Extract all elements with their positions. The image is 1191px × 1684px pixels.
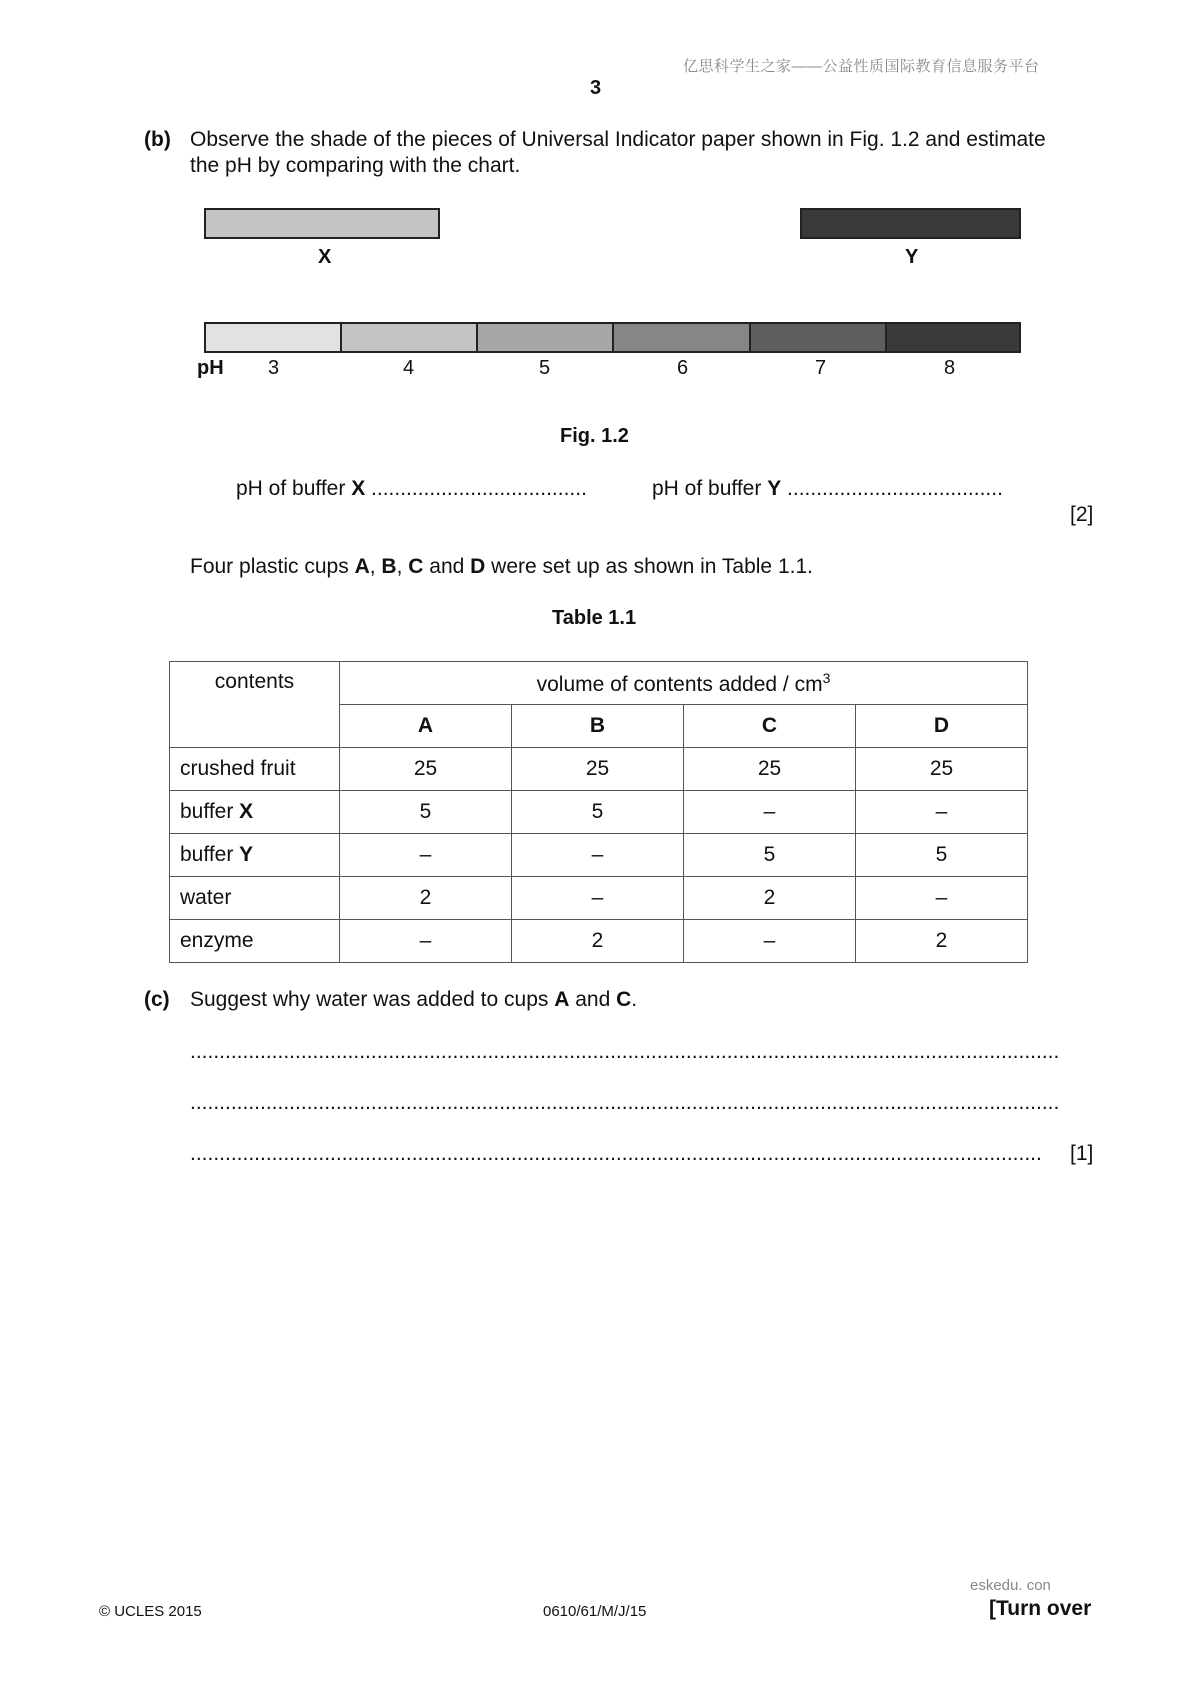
table-cell: – [512,834,684,877]
table-cell: 5 [684,834,856,877]
part-b-line1: Observe the shade of the pieces of Universal Indicator paper shown in Fig. 1.2 and estimate [190,128,1046,151]
header-contents [170,662,340,748]
table-caption: Table 1.1 [552,607,637,629]
intro-text: , [369,555,382,578]
turn-over-label: [Turn over [989,1597,1092,1620]
row-label-text: buffer [180,800,240,823]
cup-letter: C [616,988,632,1011]
part-c-text: and [569,988,617,1011]
part-c-answer-line[interactable]: ..................................................................................................................................................... [190,1040,1060,1063]
ph-chart-segment [614,324,751,351]
table-row [170,834,1028,877]
intro-text: and [423,555,471,578]
table-cell: – [684,791,856,834]
table-row [170,748,1028,791]
table-cell: 2 [684,877,856,920]
strip-x-label: X [318,246,332,268]
intro-text: were set up as shown in Table 1.1. [485,555,813,578]
row-label-text: enzyme [180,929,254,952]
page-number: 3 [590,77,602,99]
ph-tick-label: 4 [403,357,415,379]
header-contents-text: contents [214,670,295,693]
header-volume-text: volume of contents added / cm [536,672,823,696]
row-label-text: buffer [180,843,240,866]
ph-chart-segment [478,324,614,351]
header-volume [340,662,1028,705]
ph-buffer-x-answer [236,477,587,501]
part-b-label: (b) [144,128,171,151]
part-c-answer-line[interactable]: ..................................................................................................................................................... [190,1091,1060,1114]
table-cell: – [340,920,512,963]
table-cell: – [512,877,684,920]
part-b-line2: the pH by comparing with the chart. [190,154,521,177]
row-label [170,834,340,877]
cup-header: B [512,705,684,748]
part-c-text: . [631,988,638,1011]
ph-buffer-x-prefix: pH of buffer [236,477,352,500]
part-c-answer-line[interactable]: .................................................................................................................................................. [190,1142,1042,1165]
indicator-strip-x [204,208,440,239]
ph-tick-label: 3 [268,357,280,379]
table-cell: – [856,877,1028,920]
cup-header: A [340,705,512,748]
row-label-bold: X [239,800,254,823]
cup-letter: A [554,988,570,1011]
table-cell: 5 [512,791,684,834]
ph-buffer-x-letter: X [351,477,366,500]
table-cell: 25 [340,748,512,791]
row-label [170,877,340,920]
table-cell: – [684,920,856,963]
cup-letter: A [354,555,370,578]
ph-chart-segment [206,324,342,351]
ph-tick-label: 5 [539,357,551,379]
table-cell: 2 [856,920,1028,963]
ph-buffer-y-answer-line[interactable]: ..................................... [787,477,1003,500]
table-cell: 5 [856,834,1028,877]
table-cell: – [856,791,1028,834]
ph-chart-segment [751,324,887,351]
ph-tick-label: 6 [677,357,689,379]
row-label-text: water [180,886,232,909]
header-watermark: 亿思科学生之家——公益性质国际教育信息服务平台 [683,58,1040,75]
row-label-text: crushed fruit [180,757,296,780]
cup-letter: D [470,555,486,578]
cup-letter: C [408,555,424,578]
table-row [170,920,1028,963]
table-cell: 5 [340,791,512,834]
ph-tick-label: 8 [944,357,956,379]
table-cell: 2 [340,877,512,920]
ph-colour-chart [204,322,1021,353]
table-intro [190,555,813,579]
row-label-bold: Y [239,843,254,866]
cup-letter: B [381,555,397,578]
table-cell: 2 [512,920,684,963]
row-label [170,920,340,963]
part-b-marks: [2] [1070,503,1094,526]
table-row [170,791,1028,834]
header-volume-unit-exponent: 3 [822,669,831,686]
table-row [170,877,1028,920]
part-c-question [190,988,637,1012]
table-cell: 25 [684,748,856,791]
indicator-strip-y [800,208,1021,239]
contents-table [169,661,1028,963]
ph-chart-segment [887,324,1021,351]
ph-buffer-x-answer-line[interactable]: ..................................... [371,477,587,500]
footer-copyright: © UCLES 2015 [99,1603,202,1620]
table-cell: 25 [512,748,684,791]
row-label [170,791,340,834]
ph-buffer-y-letter: Y [767,477,782,500]
ph-buffer-y-prefix: pH of buffer [652,477,768,500]
table-cell: 25 [856,748,1028,791]
footer-paper-code: 0610/61/M/J/15 [543,1603,647,1620]
cup-header: D [856,705,1028,748]
intro-text: , [396,555,409,578]
part-c-label: (c) [144,988,170,1011]
part-c-marks: [1] [1070,1142,1094,1165]
ph-chart-segment [342,324,478,351]
strip-y-label: Y [905,246,919,268]
cup-header: C [684,705,856,748]
intro-text: Four plastic cups [190,555,355,578]
figure-caption: Fig. 1.2 [560,425,629,447]
row-label [170,748,340,791]
ph-tick-label: 7 [815,357,827,379]
part-c-text: Suggest why water was added to cups [190,988,555,1011]
ph-buffer-y-answer [652,477,1003,501]
table-cell: – [340,834,512,877]
ph-axis-label: pH [197,357,224,379]
table-header-row [170,662,1028,705]
footer-watermark: eskedu. con [970,1577,1051,1594]
